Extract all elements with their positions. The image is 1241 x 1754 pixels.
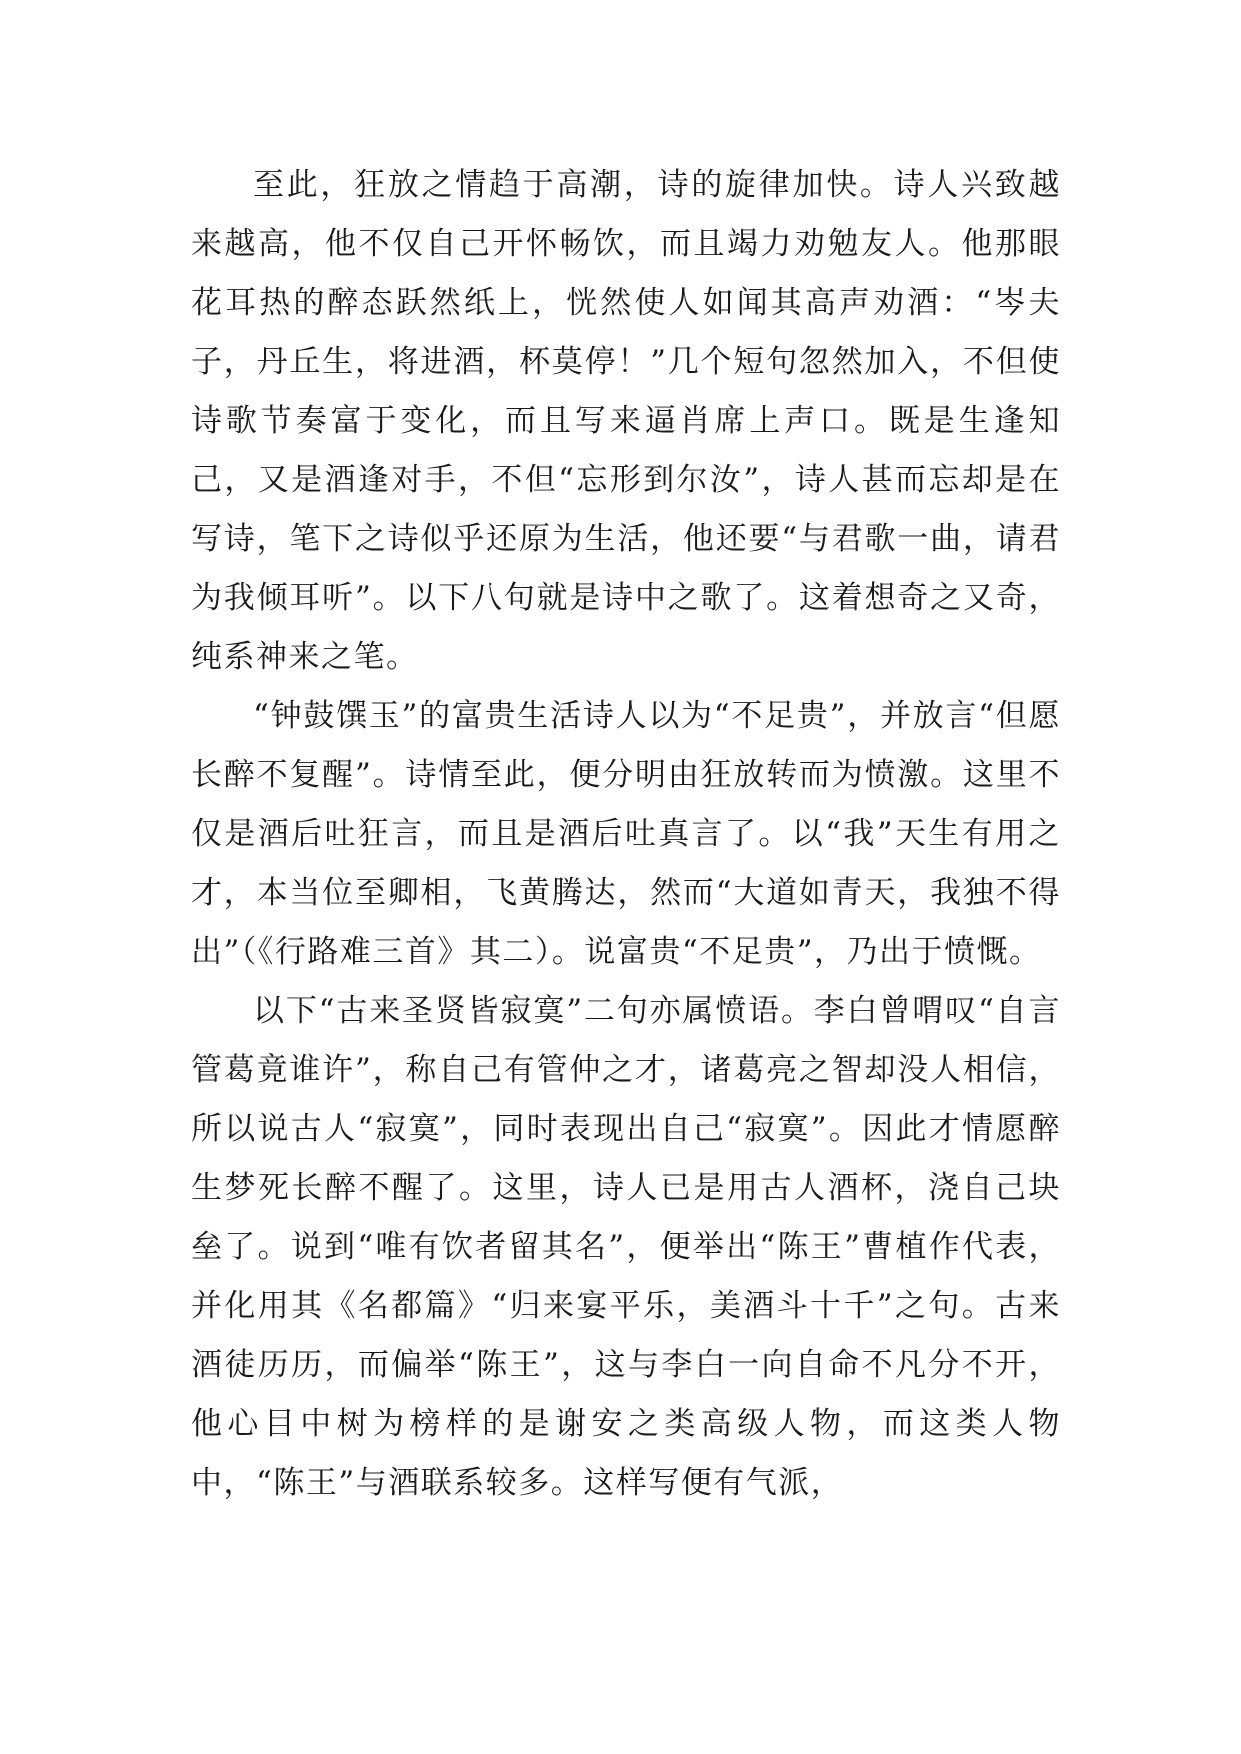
paragraph-2: “钟鼓馔玉”的富贵生活诗人以为“不足贵”，并放言“但愿长醉不复醒”。诗情至此，便分明由狂放转而为愤激。这里不仅是酒后吐狂言，而且是酒后吐真言了。以“我”天生有用之才，本当位至卿相，飞黄腾达，然而“大道如青天，我独不得出”（《行路难三首》其二）。说富贵“不足贵”，乃出于愤慨。: [191, 698, 1061, 970]
paragraph-3: 以下“古来圣贤皆寂寞”二句亦属愤语。李白曾喟叹“自言管葛竟谁许”，称自己有管仲之才，诸葛亮之智却没人相信，所以说古人“寂寞”，同时表现出自己“寂寞”。因此才情愿醉生梦死长醉不醒了。这里，诗人已是用古人酒杯，浇自己块垒了。说到“唯有饮者留其名”，便举出“陈王”曹植作代表，并化用其《名都篇》“归来宴平乐，美酒斗十千”之句。古来酒徒历历，而偏举“陈王”，这与李白一向自命不凡分不开，他心目中树为榜样的是谢安之类高级人物，而这类人物中，“陈王”与酒联系较多。这样写便有气派，: [191, 993, 1061, 1501]
article-body: [191, 156, 1061, 1513]
paragraph-1: 至此，狂放之情趋于高潮，诗的旋律加快。诗人兴致越来越高，他不仅自己开怀畅饮，而且竭力劝勉友人。他那眼花耳热的醉态跃然纸上，恍然使人如闻其高声劝酒：“岑夫子，丹丘生，将进酒，杯莫停！”几个短句忽然加入，不但使诗歌节奏富于变化，而且写来逼肖席上声口。既是生逢知己，又是酒逢对手，不但“忘形到尔汝”，诗人甚而忘却是在写诗，笔下之诗似乎还原为生活，他还要“与君歌一曲，请君为我倾耳听”。以下八句就是诗中之歌了。这着想奇之又奇，纯系神来之笔。: [191, 167, 1061, 675]
